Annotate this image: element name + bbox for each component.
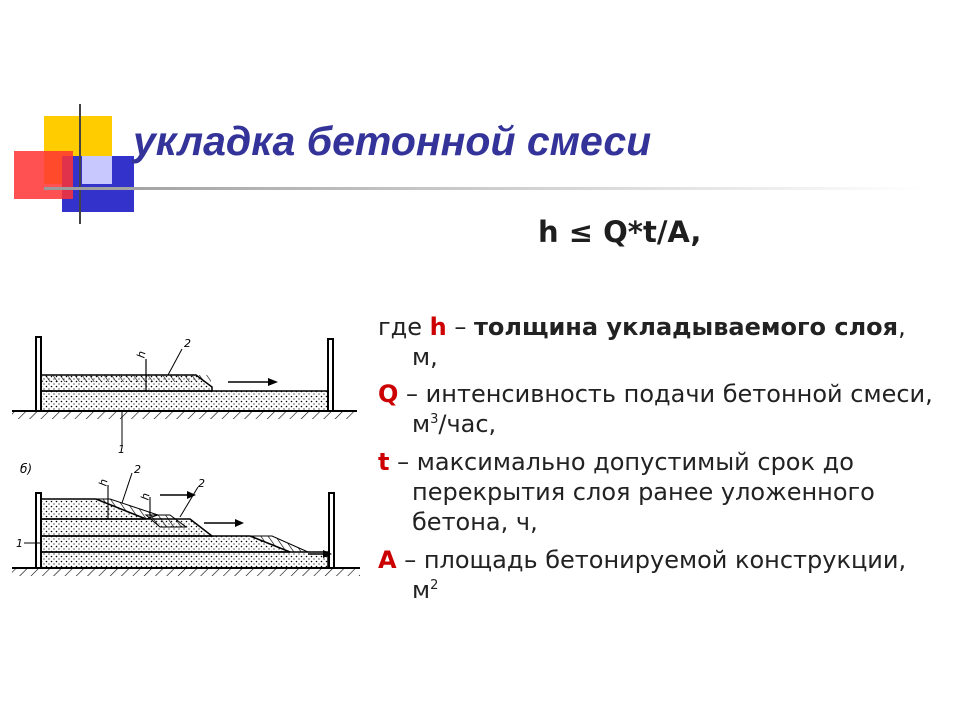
definition-h bbox=[378, 312, 938, 372]
definition-prefix: где bbox=[378, 313, 430, 341]
base-slab bbox=[41, 391, 328, 411]
ground-hatch bbox=[12, 568, 360, 576]
definition-a bbox=[378, 545, 938, 605]
definition-q-text: интенсивность подачи бетонной смеси, м bbox=[412, 380, 933, 438]
deco-light-overlap bbox=[82, 156, 112, 184]
title-underline bbox=[44, 187, 924, 190]
definition-h-emphasis: толщина укладываемого слоя bbox=[473, 313, 899, 341]
formwork-wall-right bbox=[329, 493, 334, 568]
definition-a-text: площадь бетонируемой конструкции, м bbox=[412, 546, 907, 604]
definition-a-sup: 2 bbox=[430, 578, 439, 593]
ground-hatch bbox=[12, 411, 357, 419]
label-h-top: h bbox=[134, 350, 149, 360]
concrete-layering-diagram bbox=[10, 325, 365, 605]
leader-2 bbox=[168, 349, 182, 375]
label-1-bottom: 1 bbox=[16, 537, 23, 550]
lower-layer bbox=[41, 552, 328, 568]
definition-dash: – bbox=[389, 448, 417, 476]
label-h-1: h bbox=[96, 478, 111, 488]
arrow-head bbox=[268, 378, 278, 386]
symbol-t: t bbox=[378, 448, 390, 476]
definition-h-unit: , м, bbox=[412, 313, 906, 371]
deco-red-square bbox=[14, 151, 73, 199]
definition-dash: – bbox=[398, 380, 426, 408]
label-h-2: h bbox=[138, 492, 153, 502]
definition-dash: – bbox=[396, 546, 424, 574]
slide-title: укладка бетонной смеси bbox=[133, 118, 652, 164]
definition-t-text: максимально допустимый срок до перекрытия слоя ранее уложенного бетона, ч, bbox=[412, 448, 875, 536]
definition-q-tail: /час, bbox=[438, 410, 497, 438]
diagram-bottom bbox=[12, 462, 360, 576]
layer-top-hatch bbox=[41, 375, 211, 382]
layer-3 bbox=[41, 536, 290, 552]
definition-q bbox=[378, 379, 938, 439]
symbol-h: h bbox=[429, 313, 447, 341]
label-variant: б) bbox=[20, 462, 33, 476]
formula: h ≤ Q*t/A, bbox=[538, 215, 702, 249]
definition-dash: – bbox=[446, 313, 474, 341]
variable-definitions bbox=[378, 312, 938, 613]
leader-2a bbox=[122, 473, 132, 503]
label-2-top: 2 bbox=[184, 337, 191, 350]
definition-t bbox=[378, 447, 938, 537]
symbol-a: A bbox=[378, 546, 397, 574]
symbol-q: Q bbox=[378, 380, 399, 408]
leader-2b bbox=[180, 487, 198, 517]
label-2-b: 2 bbox=[198, 477, 205, 490]
label-2-a: 2 bbox=[134, 463, 141, 476]
diagram-top bbox=[12, 337, 357, 456]
definition-q-sup: 3 bbox=[430, 412, 439, 427]
label-1-top: 1 bbox=[118, 443, 125, 456]
arrow-head bbox=[235, 519, 244, 527]
